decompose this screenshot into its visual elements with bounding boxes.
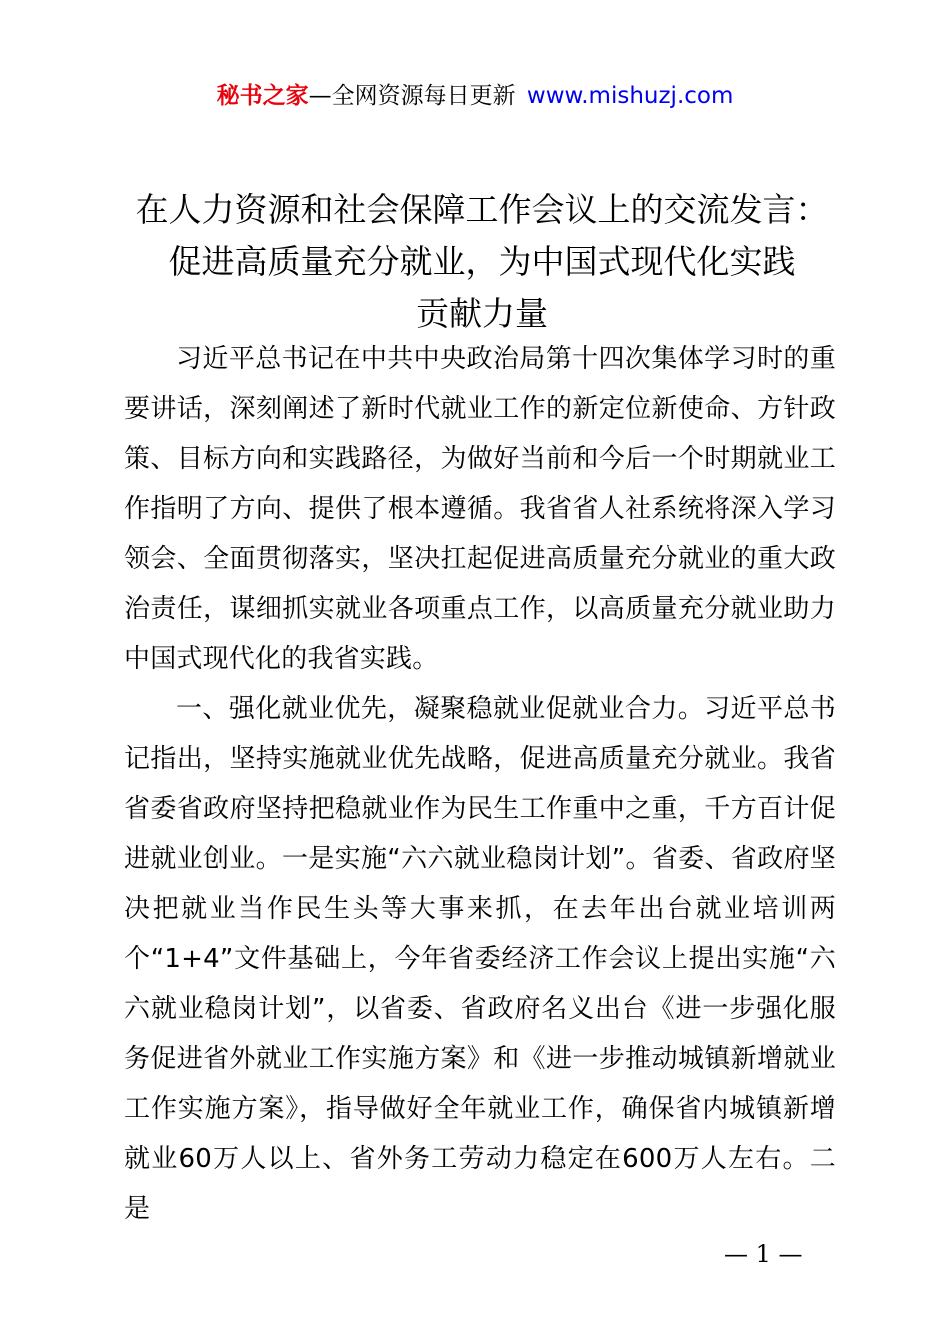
title-line-3: 贡献力量 [416, 294, 548, 333]
document-title [110, 184, 854, 340]
title-line-2: 促进高质量充分就业，为中国式现代化实践 [168, 242, 796, 281]
paragraph-section-1: 一、强化就业优先，凝聚稳就业促就业合力。习近平总书记指出，坚持实施就业优先战略，促进高质量充分就业。我省省委省政府坚持把稳就业作为民生工作重中之重，千方百计促进就业创业。一是实施“六六就业稳岗计划”。省委、省政府坚决把就业当作民生头等大事来抓，在去年出台就业培训两个“1+4”文件基础上，今年省委经济工作会议上提出实施“六六就业稳岗计划”，以省委、省政府名义出台《进一步强化服务促进省外就业工作实施方案》和《进一步推动城镇新增就业工作实施方案》，指导做好全年就业工作，确保省内城镇新增就业60万人以上、省外务工劳动力稳定在600万人左右。二是 [124, 694, 836, 1224]
title-line-1: 在人力资源和社会保障工作会议上的交流发言： [135, 190, 829, 229]
site-header [0, 80, 950, 112]
brand-name: 秘书之家 [216, 83, 309, 109]
header-tagline: —全网资源每日更新 [308, 83, 516, 109]
page-number: — 1 — [724, 1240, 803, 1268]
site-url-link[interactable]: www.mishuzj.com [526, 83, 734, 109]
paragraph-intro: 习近平总书记在中共中央政治局第十四次集体学习时的重要讲话，深刻阐述了新时代就业工作的新定位新使命、方针政策、目标方向和实践路径，为做好当前和今后一个时期就业工作指明了方向、提供了根本遵循。我省省人社系统将深入学习领会、全面贯彻落实，坚决扛起促进高质量充分就业的重大政治责任，谋细抓实就业各项重点工作，以高质量充分就业助力中国式现代化的我省实践。 [124, 344, 836, 674]
document-body [124, 334, 836, 1234]
